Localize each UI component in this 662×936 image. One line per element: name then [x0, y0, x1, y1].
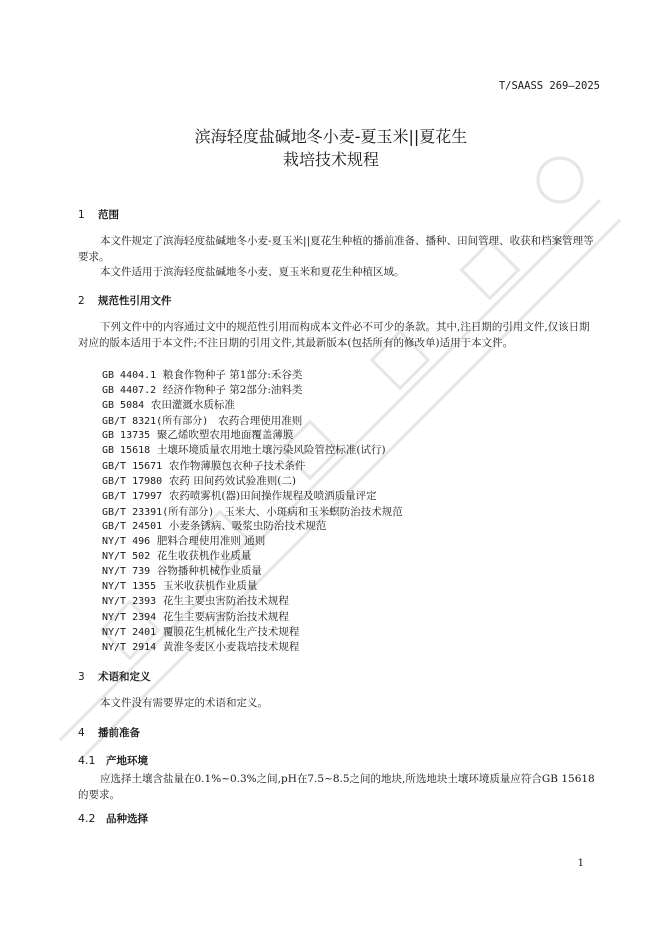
reference-item	[102, 609, 289, 624]
reference-code: NY/T 496	[102, 536, 151, 547]
reference-item	[102, 427, 293, 442]
reference-name: 农药喷雾机(器)田间操作规程及喷洒质量评定	[168, 490, 377, 502]
reference-code: GB 4404.1	[102, 370, 157, 381]
section-4-1-heading	[78, 753, 148, 768]
reference-code: NY/T 2394	[102, 612, 157, 623]
reference-name: 土壤环境质量农用地土壤污染风险管控标准(试行)	[156, 444, 386, 456]
reference-name: 玉米收获机作业质量	[162, 580, 258, 592]
section-1-paragraph-2: 本文件适用于滨海轻度盐碱地冬小麦、夏玉米和夏花生种植区域。	[100, 266, 405, 278]
section-2-paragraph-1: 下列文件中的内容通过文中的规范性引用而构成本文件必不可少的条款。其中,注日期的引用文件,仅该日期对应的版本适用于本文件;不注日期的引用文件,其最新版本(包括所有的修改单)适用于本文件。	[78, 321, 590, 349]
section-title: 品种选择	[106, 813, 148, 825]
reference-code: GB/T 17980	[102, 476, 163, 487]
reference-name: 黄淮冬麦区小麦栽培技术规程	[162, 641, 300, 653]
reference-name: 聚乙烯吹塑农用地面覆盖薄膜	[156, 429, 294, 441]
standard-code: T/SAASS 269—2025	[498, 80, 600, 92]
section-title: 范围	[98, 209, 119, 221]
section-4-2-heading	[78, 811, 148, 826]
reference-item	[102, 639, 299, 654]
section-4-heading	[78, 725, 140, 740]
section-1-heading	[78, 207, 119, 222]
reference-item	[102, 382, 302, 397]
section-title: 产地环境	[106, 755, 148, 767]
section-3-heading	[78, 669, 151, 684]
section-title: 规范性引用文件	[98, 295, 172, 307]
reference-name: 谷物播种机械作业质量	[156, 565, 262, 577]
reference-item	[102, 518, 326, 533]
document-title-line1: 滨海轻度盐碱地冬小麦-夏玉米||夏花生	[194, 127, 468, 146]
reference-name: 花生收获机作业质量	[156, 550, 252, 562]
reference-code: GB/T 17997	[102, 491, 163, 502]
reference-code: NY/T 1355	[102, 581, 157, 592]
reference-code: GB 13735	[102, 430, 151, 441]
reference-name: 农田灌溉水质标准	[150, 399, 235, 411]
reference-name: 粮食作物种子 第1部分:禾谷类	[162, 369, 303, 381]
reference-code: NY/T 2393	[102, 596, 157, 607]
reference-item	[102, 397, 235, 412]
section-number: 2	[78, 295, 85, 307]
reference-code: NY/T 2401	[102, 627, 157, 638]
reference-code: GB 15618	[102, 445, 151, 456]
reference-code: GB/T 23391(所有部分)	[102, 507, 215, 518]
section-2-heading	[78, 293, 172, 308]
reference-code: GB/T 24501	[102, 521, 163, 532]
reference-item	[102, 593, 289, 608]
reference-code: NY/T 502	[102, 551, 151, 562]
section-3-paragraph-1: 本文件没有需要界定的术语和定义。	[100, 697, 268, 709]
reference-name: 玉米大、小斑病和玉米螟防治技术规范	[224, 506, 403, 518]
reference-item	[102, 563, 262, 578]
reference-item	[102, 548, 251, 563]
reference-name: 肥料合理使用准则 通则	[156, 535, 266, 547]
section-number: 4.2	[78, 812, 96, 825]
section-number: 3	[78, 671, 85, 683]
section-title: 播前准备	[98, 727, 140, 739]
section-number: 4	[78, 727, 85, 739]
document-title-line2: 栽培技术规程	[282, 150, 379, 169]
section-4-1-paragraph-1: 应选择土壤含盐量在0.1%~0.3%之间,pH在7.5~8.5之间的地块,所选地块土壤环境质量应符合GB 15618的要求。	[78, 773, 595, 801]
reference-name: 花生主要虫害防治技术规程	[162, 595, 289, 607]
reference-name: 覆膜花生机械化生产技术规程	[162, 626, 300, 638]
reference-code: NY/T 739	[102, 566, 151, 577]
reference-code: NY/T 2914	[102, 642, 157, 653]
reference-code: GB/T 8321(所有部分)	[102, 416, 209, 427]
section-title: 术语和定义	[98, 671, 151, 683]
reference-item	[102, 503, 403, 519]
reference-item	[102, 624, 299, 639]
reference-item	[102, 458, 305, 473]
section-1-paragraph-1: 本文件规定了滨海轻度盐碱地冬小麦-夏玉米||夏花生种植的播前准备、播种、田间管理、收获和档案管理等要求。	[78, 235, 594, 263]
reference-name: 花生主要病害防治技术规程	[162, 611, 289, 623]
reference-item	[102, 473, 296, 488]
section-number: 4.1	[78, 754, 96, 767]
reference-name: 经济作物种子 第2部分:油料类	[162, 384, 303, 396]
reference-name: 小麦条锈病、吸浆虫防治技术规范	[168, 520, 327, 532]
reference-item	[102, 533, 265, 548]
reference-item	[102, 578, 257, 593]
reference-name: 农药合理使用准则	[218, 415, 303, 427]
reference-code: GB 4407.2	[102, 385, 157, 396]
reference-item	[102, 412, 302, 428]
reference-code: GB/T 15671	[102, 461, 163, 472]
reference-name: 农药 田间药效试验准则(二)	[168, 475, 296, 487]
reference-name: 农作物薄膜包衣种子技术条件	[168, 460, 306, 472]
section-number: 1	[78, 209, 85, 221]
reference-item	[102, 442, 386, 457]
reference-code: GB 5084	[102, 400, 145, 411]
reference-item	[102, 488, 377, 503]
page-number: 1	[577, 858, 584, 869]
reference-item	[102, 367, 302, 382]
